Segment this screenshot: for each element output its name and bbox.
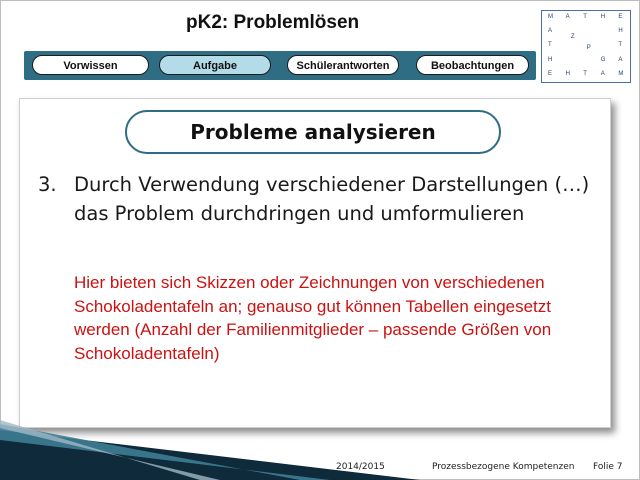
logo-letter: H	[565, 70, 570, 77]
logo-letter: E	[548, 70, 553, 77]
logo-letter: T	[618, 42, 623, 49]
logo-letter: M	[548, 14, 553, 20]
footer-topic: Prozessbezogene Kompetenzen	[432, 462, 575, 472]
section-heading: Probleme analysieren	[125, 110, 501, 154]
logo-letter: G	[600, 56, 606, 63]
logo-letter: Z	[570, 33, 575, 40]
tab-vorwissen[interactable]: Vorwissen	[32, 55, 149, 75]
logo-letter: T	[583, 70, 587, 77]
footer-slide-number: Folie 7	[593, 462, 623, 472]
logo-letter: A	[548, 28, 553, 35]
mathe-logo	[541, 10, 631, 83]
logo-letter: E	[618, 14, 623, 20]
list-number: 3.	[38, 173, 57, 196]
tab-aufgabe[interactable]: Aufgabe	[159, 55, 271, 75]
logo-letter: H	[548, 56, 553, 63]
logo-letter: A	[565, 14, 570, 20]
tab-schuelerantworten[interactable]: Schülerantworten	[287, 55, 399, 75]
annotation-note: Hier bieten sich Skizzen oder Zeichnungen von verschiedenen Schokoladentafeln an; genauso gut können Tabellen eingesetzt werden (Anzahl der Familienmitglieder – passende Größen von Schokoladentafeln)	[74, 273, 552, 363]
tab-beobachtungen[interactable]: Beobachtungen	[416, 55, 529, 75]
logo-letter: H	[618, 28, 623, 35]
list-text: Durch Verwendung verschiedener Darstellungen (…) das Problem durchdringen und umformulieren	[74, 173, 590, 225]
logo-letter: T	[583, 14, 587, 20]
logo-letter: P	[586, 45, 591, 52]
logo-letter: H	[600, 14, 606, 20]
logo-letter: M	[618, 70, 624, 77]
logo-letter: A	[600, 70, 605, 77]
logo-letter: T	[548, 42, 552, 49]
tab-bar	[24, 51, 536, 80]
logo-letter: A	[618, 56, 623, 63]
footer-year: 2014/2015	[336, 462, 385, 472]
page-title: pK2: Problemlösen	[186, 12, 360, 33]
